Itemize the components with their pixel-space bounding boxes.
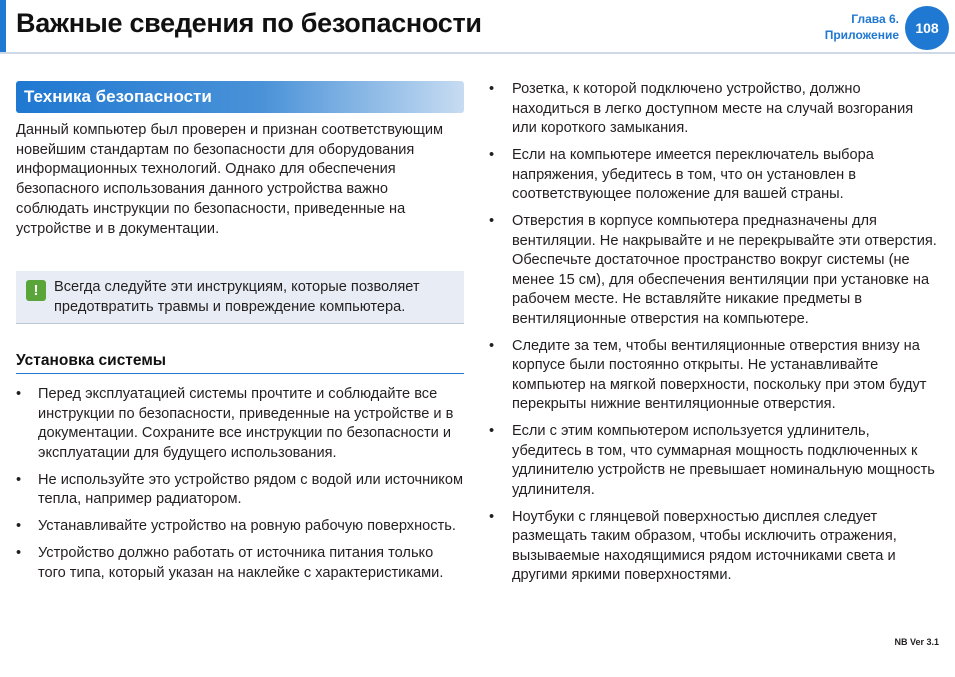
page-title: Важные сведения по безопасности [16,8,482,38]
chapter-label: Глава 6. [851,12,899,26]
right-column [489,80,939,593]
section-title-bar: Техника безопасности [16,81,464,113]
list-item [489,146,939,205]
chapter-info [825,11,899,43]
list-item-text: Если с этим компьютером используется удлинитель, убедитесь в том, что суммарная мощность подключенных к удлинителю устройств не превышает номинальную мощность удлинителя. [512,423,935,498]
subsection-title: Установка системы [16,352,464,374]
list-item [489,422,939,500]
bullet-marker: • [489,337,495,354]
list-item-text: Устройство должно работать от источника питания только того типа, который указан на наклейке с характеристиками. [38,545,444,581]
list-item [16,544,464,583]
list-item-text: Отверстия в корпусе компьютера предназначены для вентиляции. Не накрывайте и не перекрывайте эти отверстия. Обеспечьте достаточное пространство вокруг системы (не менее 15 см), для обеспечения вентиляции при установке на рабочем месте. Не вставляйте никакие предметы в вентиляционные отверстия на компьютере. [512,213,937,327]
note-box [16,271,464,324]
note-text: Всегда следуйте эти инструкциям, которые позволяет предотвратить травмы и повреждение компьютера. [54,279,420,315]
list-item-text: Не используйте это устройство рядом с водой или источником тепла, например радиатором. [38,471,463,508]
list-item [16,471,464,510]
chapter-name: Приложение [824,28,899,42]
list-item [16,385,464,463]
left-column [16,81,464,591]
list-item-text: Перед эксплуатацией системы прочтите и соблюдайте все инструкции по безопасности, приведенные на устройстве и в документации. Сохраните все инструкции по безопасности и эксплуатации для будущего использования. [38,386,454,461]
system-setup-list [16,385,464,583]
bullet-marker: • [489,508,495,525]
bullet-marker: • [489,147,495,163]
list-item [489,337,939,415]
list-item [489,508,939,586]
list-item-text: Устанавливайте устройство на ровную рабочую поверхность. [38,518,456,535]
list-item-text: Если на компьютере имеется переключатель выбора напряжения, убедитесь в том, что он установлен в соответствующее положение для вашей страны. [512,147,874,202]
intro-paragraph: Данный компьютер был проверен и признан соответствующим новейшим стандартам по безопасности для оборудования информационных технологий. Однако для обеспечения безопасного использования данного устройства важно соблюдать инструкции по безопасности, приведенные на устройстве и в документации. [16,122,444,237]
bullet-marker: • [489,81,495,97]
bullet-marker: • [16,518,22,535]
list-item-text: Ноутбуки с глянцевой поверхностью дисплея следует размещать таким образом, чтобы исключить отражения, вызываемые находящимися рядом источниками света и другими яркими поверхностями. [512,508,897,583]
header-divider [0,52,955,54]
header-accent-bar [0,0,6,52]
bullet-marker: • [16,545,22,562]
list-item [16,517,464,537]
bullet-marker: • [16,471,22,488]
exclamation-icon: ! [26,280,46,301]
page-number-badge: 108 [905,6,949,50]
bullet-marker: • [489,213,495,229]
list-item [489,80,939,139]
list-item [489,212,939,329]
bullet-marker: • [16,386,22,403]
footer-version: NB Ver 3.1 [894,637,939,647]
list-item-text: Розетка, к которой подключено устройство, должно находиться в легко доступном месте на случай возгорания или короткого замыкания. [512,81,914,136]
safety-rules-list [489,80,939,586]
bullet-marker: • [489,423,495,439]
list-item-text: Следите за тем, чтобы вентиляционные отверстия внизу на корпусе были постоянно открыты. Не устанавливайте компьютер на мягкой поверхности, поскольку при этом будут перекрыты нижние вентиляционные отверстия. [512,337,927,412]
